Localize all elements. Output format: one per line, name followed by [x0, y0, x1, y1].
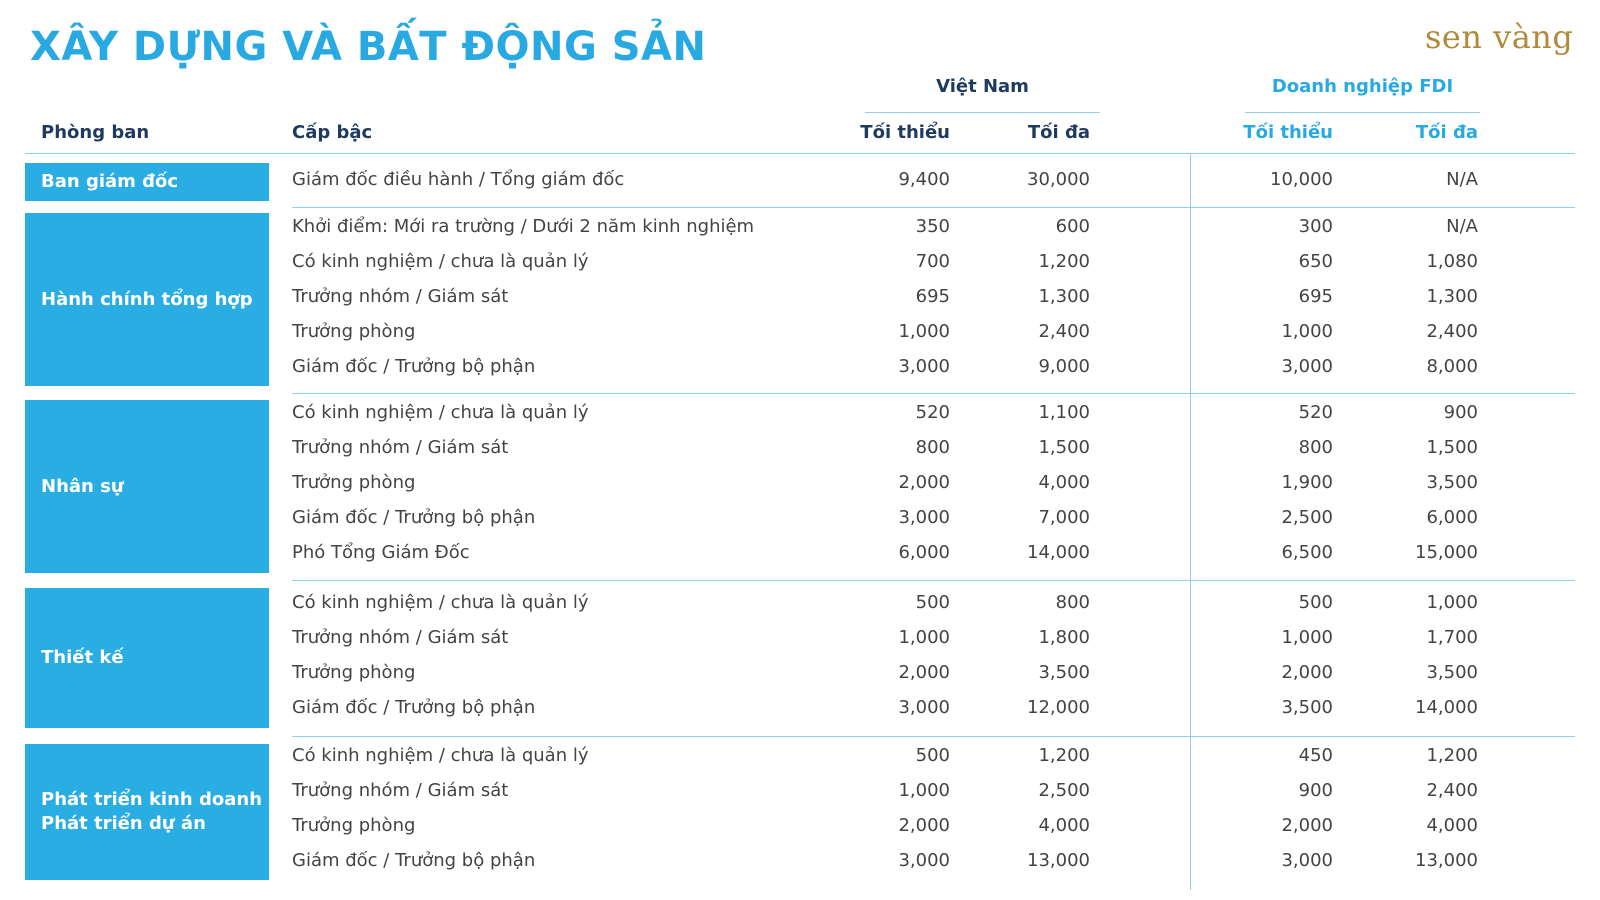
- cell-fdi-min: 500: [1298, 592, 1333, 613]
- cell-fdi-min: 2,000: [1281, 815, 1333, 836]
- page-title: XÂY DỰNG VÀ BẤT ĐỘNG SẢN: [30, 24, 707, 70]
- cell-level: Phó Tổng Giám Đốc: [292, 542, 470, 563]
- cell-level: Trưởng nhóm / Giám sát: [292, 627, 509, 648]
- table-row: [0, 280, 1600, 315]
- cell-fdi-min: 695: [1298, 286, 1333, 307]
- department-label: Hành chính tổng hợp: [25, 213, 269, 386]
- column-header-fdi-min: Tối thiểu: [1243, 122, 1333, 143]
- cell-fdi-max: 1,700: [1426, 627, 1478, 648]
- cell-fdi-min: 300: [1298, 216, 1333, 237]
- cell-vn-min: 6,000: [898, 542, 950, 563]
- cell-vn-min: 500: [915, 592, 950, 613]
- table-row: [0, 431, 1600, 466]
- cell-fdi-max: 8,000: [1426, 356, 1478, 377]
- cell-fdi-min: 2,500: [1281, 507, 1333, 528]
- cell-vn-min: 2,000: [898, 662, 950, 683]
- cell-level: Giám đốc / Trưởng bộ phận: [292, 697, 536, 718]
- department-label: Thiết kế: [25, 588, 269, 728]
- cell-fdi-max: 3,500: [1426, 472, 1478, 493]
- cell-fdi-min: 10,000: [1270, 169, 1333, 190]
- cell-vn-min: 9,400: [898, 169, 950, 190]
- cell-fdi-max: 2,400: [1426, 780, 1478, 801]
- cell-fdi-max: N/A: [1446, 169, 1478, 190]
- cell-vn-max: 4,000: [1038, 815, 1090, 836]
- cell-vn-max: 4,000: [1038, 472, 1090, 493]
- table-row: [0, 163, 1600, 198]
- cell-fdi-max: 14,000: [1415, 697, 1478, 718]
- table-row: [0, 809, 1600, 844]
- table-row: [0, 774, 1600, 809]
- cell-fdi-min: 2,000: [1281, 662, 1333, 683]
- cell-fdi-max: 1,500: [1426, 437, 1478, 458]
- table-row: [0, 586, 1600, 621]
- cell-fdi-min: 6,500: [1281, 542, 1333, 563]
- cell-fdi-min: 650: [1298, 251, 1333, 272]
- cell-vn-max: 1,200: [1038, 251, 1090, 272]
- cell-vn-max: 1,800: [1038, 627, 1090, 648]
- cell-fdi-min: 3,500: [1281, 697, 1333, 718]
- table-row: [0, 466, 1600, 501]
- cell-level: Trưởng phòng: [292, 662, 416, 683]
- cell-level: Giám đốc / Trưởng bộ phận: [292, 356, 536, 377]
- cell-vn-max: 800: [1055, 592, 1090, 613]
- column-header-level: Cấp bậc: [292, 122, 373, 143]
- column-header-vn-max: Tối đa: [1027, 122, 1090, 143]
- cell-fdi-max: 13,000: [1415, 850, 1478, 871]
- cell-vn-min: 3,000: [898, 507, 950, 528]
- cell-level: Có kinh nghiệm / chưa là quản lý: [292, 402, 589, 423]
- cell-fdi-max: 1,080: [1426, 251, 1478, 272]
- section-divider: [292, 580, 1575, 581]
- group-header-vietnam: Việt Nam: [936, 76, 1029, 97]
- table-row: [0, 691, 1600, 726]
- table-row: [0, 501, 1600, 536]
- cell-vn-min: 700: [915, 251, 950, 272]
- department-label: Ban giám đốc: [25, 163, 269, 201]
- column-header-department: Phòng ban: [41, 122, 150, 143]
- section-divider: [292, 393, 1575, 394]
- group-underline-vietnam: [865, 112, 1100, 113]
- cell-fdi-max: 6,000: [1426, 507, 1478, 528]
- cell-vn-min: 3,000: [898, 697, 950, 718]
- cell-fdi-max: N/A: [1446, 216, 1478, 237]
- table-row: [0, 315, 1600, 350]
- cell-fdi-min: 1,900: [1281, 472, 1333, 493]
- table-row: [0, 396, 1600, 431]
- cell-vn-max: 1,500: [1038, 437, 1090, 458]
- table-row: [0, 844, 1600, 879]
- cell-fdi-max: 1,000: [1426, 592, 1478, 613]
- cell-vn-min: 695: [915, 286, 950, 307]
- cell-fdi-max: 15,000: [1415, 542, 1478, 563]
- cell-fdi-min: 3,000: [1281, 356, 1333, 377]
- department-label: Nhân sự: [25, 400, 269, 573]
- cell-level: Trưởng nhóm / Giám sát: [292, 780, 509, 801]
- cell-vn-min: 1,000: [898, 780, 950, 801]
- cell-fdi-max: 3,500: [1426, 662, 1478, 683]
- cell-level: Có kinh nghiệm / chưa là quản lý: [292, 592, 589, 613]
- cell-fdi-max: 1,300: [1426, 286, 1478, 307]
- cell-vn-max: 2,500: [1038, 780, 1090, 801]
- group-header-fdi: Doanh nghiệp FDI: [1271, 76, 1454, 97]
- cell-vn-min: 1,000: [898, 627, 950, 648]
- cell-level: Khởi điểm: Mới ra trường / Dưới 2 năm kinh nghiệm: [292, 216, 755, 237]
- table-row: [0, 350, 1600, 385]
- cell-level: Trưởng phòng: [292, 815, 416, 836]
- cell-vn-min: 2,000: [898, 472, 950, 493]
- cell-vn-max: 3,500: [1038, 662, 1090, 683]
- cell-vn-min: 3,000: [898, 850, 950, 871]
- cell-fdi-max: 2,400: [1426, 321, 1478, 342]
- cell-vn-max: 1,300: [1038, 286, 1090, 307]
- cell-fdi-min: 450: [1298, 745, 1333, 766]
- cell-fdi-min: 900: [1298, 780, 1333, 801]
- cell-vn-max: 600: [1055, 216, 1090, 237]
- cell-vn-min: 1,000: [898, 321, 950, 342]
- cell-fdi-max: 4,000: [1426, 815, 1478, 836]
- cell-fdi-min: 1,000: [1281, 321, 1333, 342]
- cell-level: Giám đốc / Trưởng bộ phận: [292, 850, 536, 871]
- cell-level: Trưởng nhóm / Giám sát: [292, 286, 509, 307]
- cell-level: Giám đốc / Trưởng bộ phận: [292, 507, 536, 528]
- cell-level: Giám đốc điều hành / Tổng giám đốc: [292, 169, 625, 190]
- cell-level: Có kinh nghiệm / chưa là quản lý: [292, 745, 589, 766]
- cell-fdi-max: 1,200: [1426, 745, 1478, 766]
- section-divider: [292, 207, 1575, 208]
- header-divider: [25, 153, 1575, 154]
- cell-fdi-min: 3,000: [1281, 850, 1333, 871]
- column-header-fdi-max: Tối đa: [1415, 122, 1478, 143]
- cell-vn-min: 800: [915, 437, 950, 458]
- table-row: [0, 245, 1600, 280]
- section-divider: [292, 736, 1575, 737]
- brand-logo: [1425, 12, 1595, 72]
- logo-text: sen vàng: [1425, 18, 1574, 56]
- cell-level: Trưởng nhóm / Giám sát: [292, 437, 509, 458]
- table-row: [0, 210, 1600, 245]
- table-row: [0, 536, 1600, 571]
- cell-vn-max: 2,400: [1038, 321, 1090, 342]
- department-label: Phát triển kinh doanh Phát triển dự án: [25, 744, 269, 880]
- cell-vn-max: 7,000: [1038, 507, 1090, 528]
- table-row: [0, 739, 1600, 774]
- cell-level: Trưởng phòng: [292, 321, 416, 342]
- cell-vn-max: 14,000: [1027, 542, 1090, 563]
- cell-vn-max: 1,100: [1038, 402, 1090, 423]
- cell-vn-max: 9,000: [1038, 356, 1090, 377]
- cell-vn-min: 3,000: [898, 356, 950, 377]
- cell-fdi-max: 900: [1443, 402, 1478, 423]
- cell-vn-max: 12,000: [1027, 697, 1090, 718]
- cell-vn-max: 1,200: [1038, 745, 1090, 766]
- cell-level: Trưởng phòng: [292, 472, 416, 493]
- column-header-vn-min: Tối thiểu: [860, 122, 950, 143]
- cell-fdi-min: 800: [1298, 437, 1333, 458]
- cell-fdi-min: 1,000: [1281, 627, 1333, 648]
- cell-vn-min: 500: [915, 745, 950, 766]
- cell-level: Có kinh nghiệm / chưa là quản lý: [292, 251, 589, 272]
- cell-vn-min: 350: [915, 216, 950, 237]
- table-row: [0, 656, 1600, 691]
- cell-vn-min: 520: [915, 402, 950, 423]
- cell-fdi-min: 520: [1298, 402, 1333, 423]
- cell-vn-max: 30,000: [1027, 169, 1090, 190]
- cell-vn-max: 13,000: [1027, 850, 1090, 871]
- cell-vn-min: 2,000: [898, 815, 950, 836]
- table-row: [0, 621, 1600, 656]
- group-underline-fdi: [1245, 112, 1480, 113]
